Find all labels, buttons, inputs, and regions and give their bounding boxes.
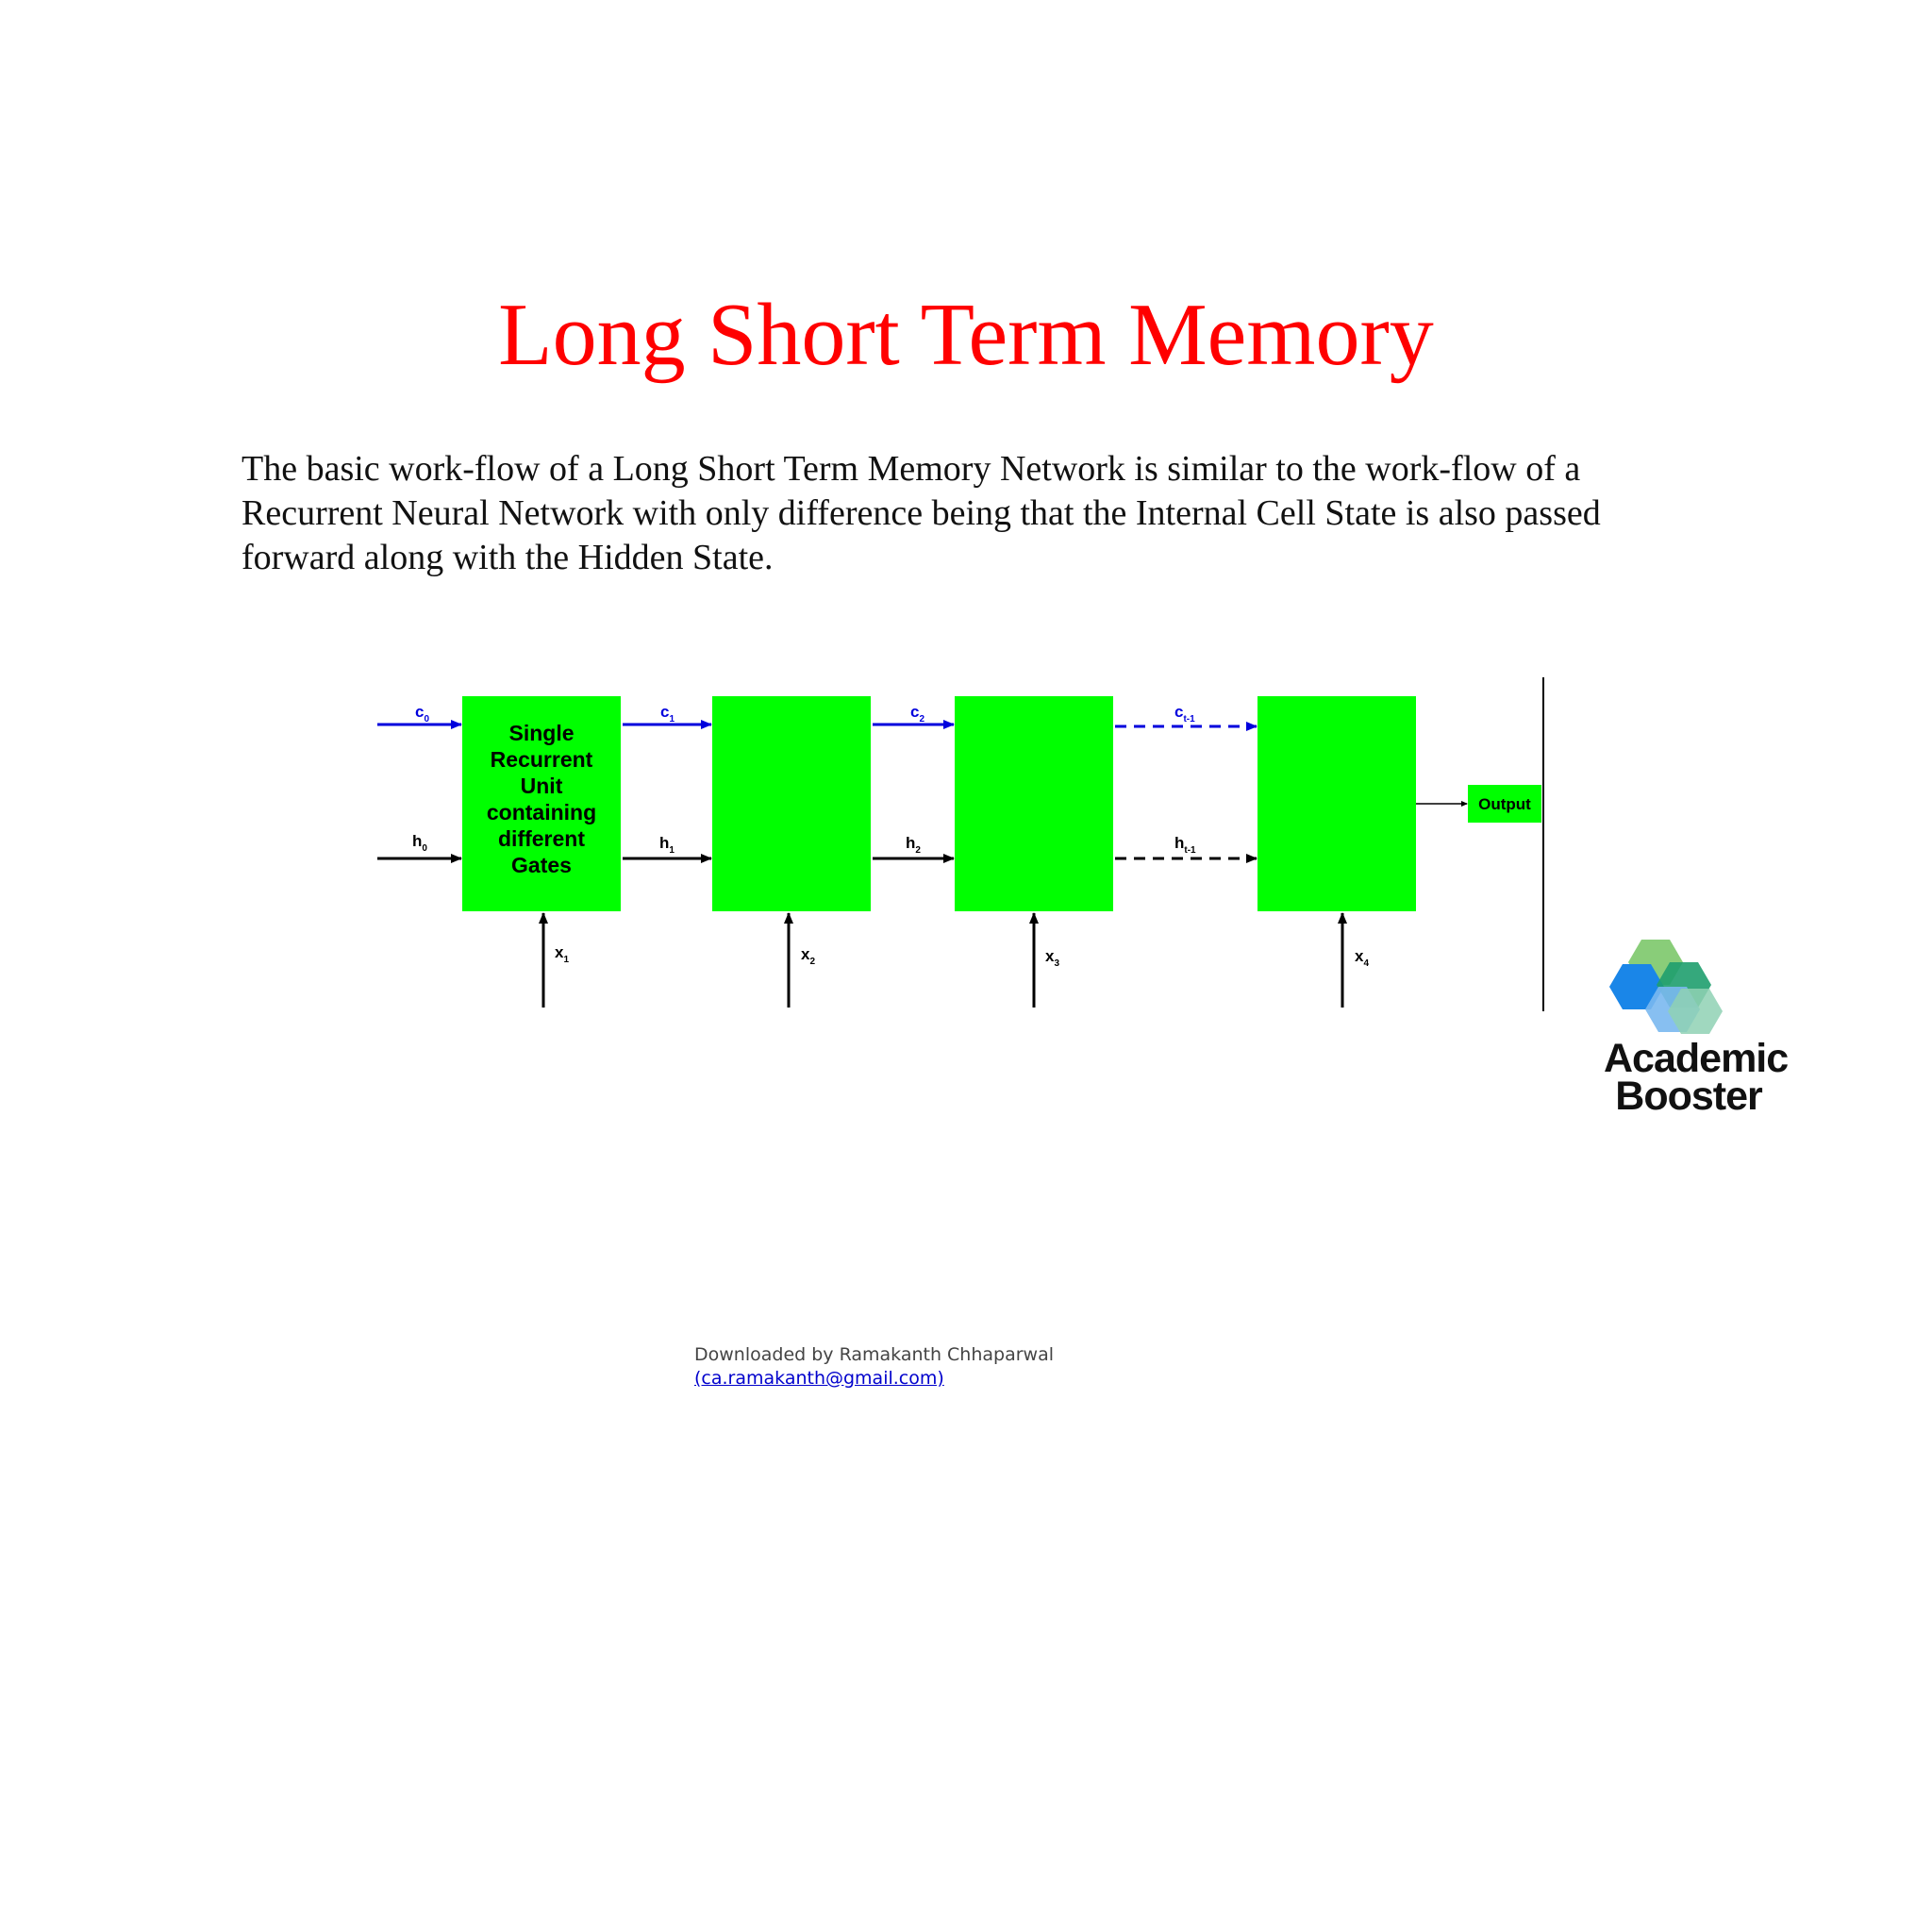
downloaded-by-text: Downloaded by Ramakanth Chhaparwal [694, 1344, 1055, 1365]
recurrent-unit-4 [1257, 696, 1416, 911]
cell-state-label-ct-1: $c_{t-1}$ [1174, 703, 1195, 724]
hidden-state-label-ht-1: $h_{t-1}$ [1174, 834, 1196, 856]
unit-text-line: containing [486, 800, 597, 824]
academic-booster-logo [1604, 934, 1789, 1123]
cell-state-label-c1: $c_1$ [660, 703, 675, 724]
paragraph-line: The basic work-flow of a Long Short Term Memory Network is similar to the work-flow of a [242, 449, 1581, 489]
download-footer [694, 1343, 1054, 1391]
input-label-x1: $x_1$ [555, 943, 570, 965]
logo-text-line2: Booster [1615, 1074, 1762, 1119]
hidden-state-label-h0: $h_0$ [412, 832, 427, 854]
logo-text-line1: Academic [1604, 1036, 1789, 1081]
unit-text-line: different [498, 826, 585, 851]
paragraph-line: forward along with the Hidden State. [242, 538, 774, 577]
hidden-state-label-h2: $h_2$ [906, 834, 921, 856]
paragraph-line: Recurrent Neural Network with only difference being that the Internal Cell State is also passed [242, 493, 1601, 533]
output-label: Output [1478, 795, 1531, 813]
unit-text-line: Single [508, 721, 575, 745]
hexagon-logo-icon [1604, 934, 1774, 1038]
cell-state-label-c0: $c_0$ [415, 703, 430, 724]
hidden-state-label-h1: $h_1$ [659, 834, 675, 856]
unit-text-line: Recurrent [490, 747, 593, 772]
recurrent-unit-2 [712, 696, 871, 911]
input-label-x3: $x_3$ [1045, 947, 1060, 969]
input-label-x2: $x_2$ [801, 945, 816, 967]
unit-text-line: Gates [511, 853, 572, 877]
recurrent-unit-3 [955, 696, 1113, 911]
input-label-x4: $x_4$ [1355, 947, 1370, 969]
page-title: Long Short Term Memory [498, 286, 1434, 384]
cell-state-label-c2: $c_2$ [910, 703, 925, 724]
email-link[interactable]: (ca.ramakanth@gmail.com) [694, 1368, 944, 1389]
unit-text-line: Unit [520, 774, 563, 798]
